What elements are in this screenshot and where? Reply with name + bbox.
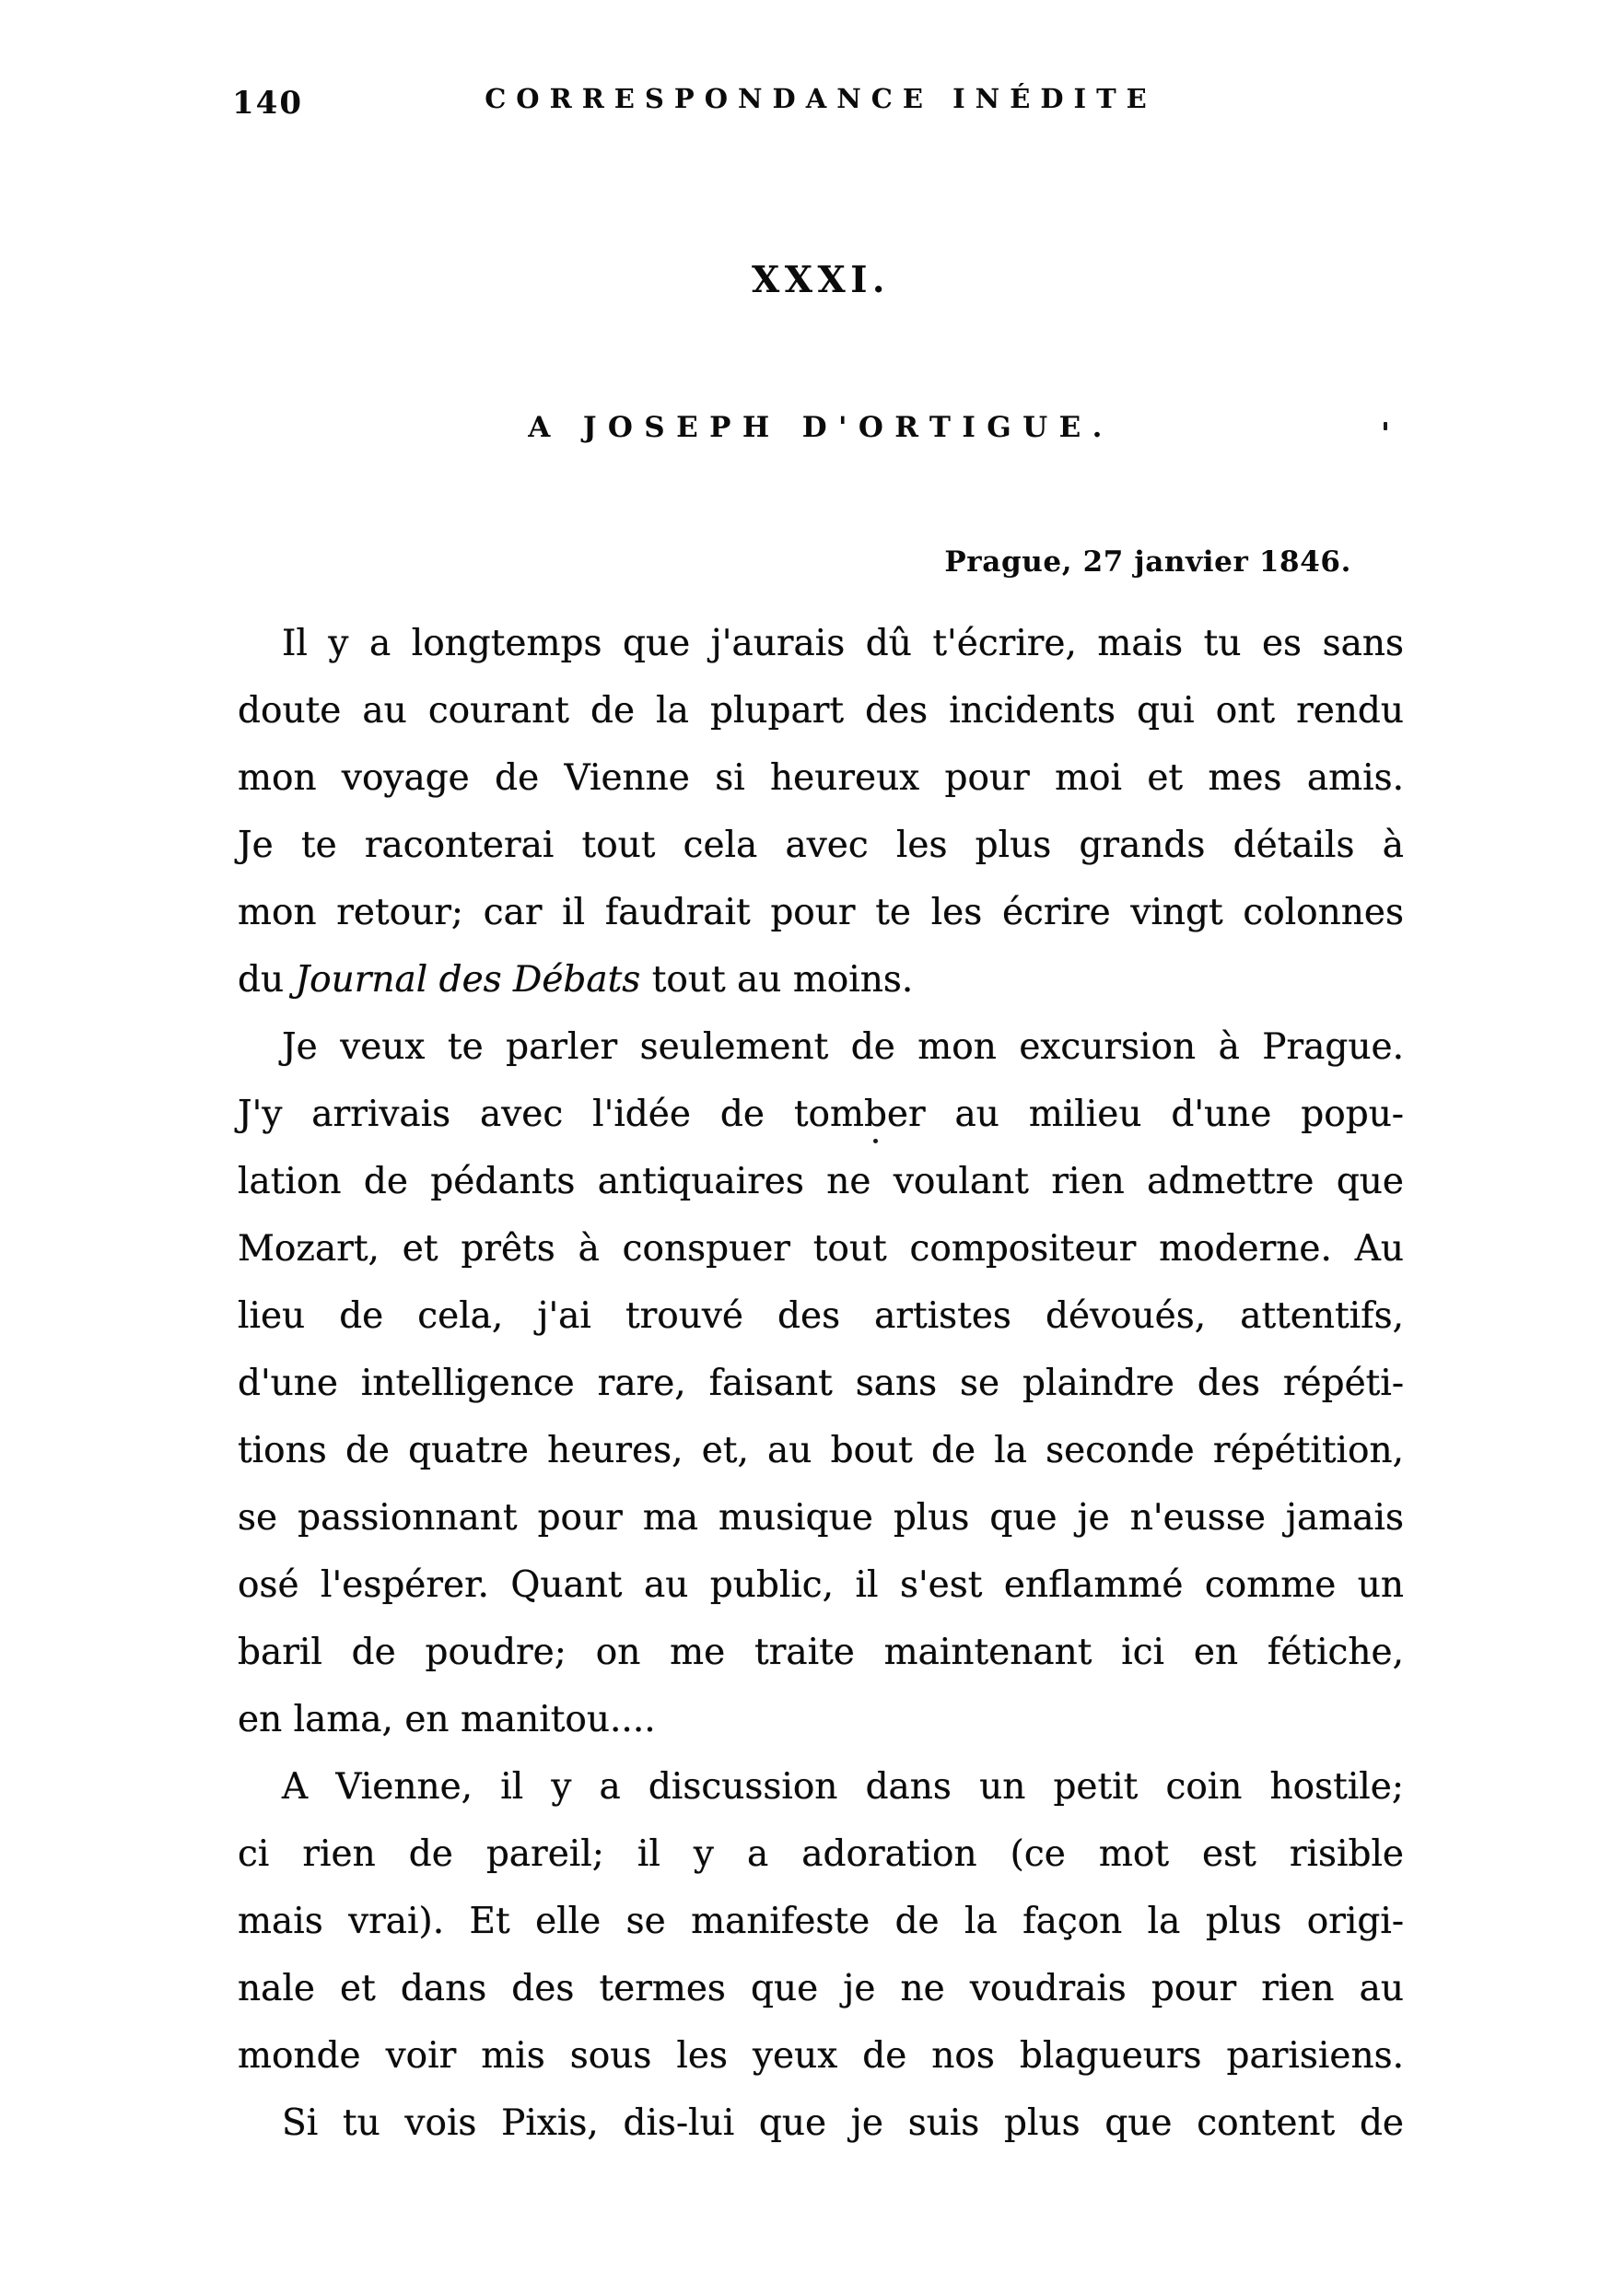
text-line: Je te raconterai tout cela avec les plus grands détails à	[238, 825, 1404, 866]
text-line: doute au courant de la plupart des incidents qui ont rendu	[238, 690, 1404, 732]
text-line: tions de quatre heures, et, au bout de la seconde répétition,	[238, 1430, 1404, 1471]
text-line: ci rien de pareil; il y a adoration (ce mot est risible	[238, 1833, 1404, 1875]
text-line: Mozart, et prêts à conspuer tout compositeur moderne. Au	[238, 1228, 1404, 1270]
text-line: nale et dans des termes que je ne voudrais pour rien au	[238, 1968, 1404, 2009]
text-line: J'y arrivais avec l'idée de tomber au milieu d'une popu-	[238, 1094, 1404, 1135]
text-line: mon voyage de Vienne si heureux pour moi et mes amis.	[238, 757, 1404, 799]
dateline: Prague, 27 janvier 1846.	[944, 545, 1351, 579]
salutation: A JOSEPH D'ORTIGUE.	[528, 411, 1114, 444]
text-line: en lama, en manitou....	[238, 1699, 656, 1740]
text-line: se passionnant pour ma musique plus que je n'eusse jamais	[238, 1497, 1404, 1539]
text-line: Si tu vois Pixis, dis-lui que je suis plus que content de	[282, 2102, 1404, 2144]
text-line: monde voir mis sous les yeux de nos blagueurs parisiens.	[238, 2035, 1404, 2077]
scan-speck	[1384, 422, 1387, 430]
letter-body	[238, 610, 1404, 2157]
text-segment: tout au moins.	[640, 959, 914, 1001]
text-line: osé l'espérer. Quant au public, il s'est enflammé comme un	[238, 1564, 1404, 1606]
text-line: mon retour; car il faudrait pour te les écrire vingt colonnes	[238, 892, 1404, 933]
scan-speck	[873, 1139, 878, 1143]
italic-text-segment: Journal des Débats	[295, 959, 641, 1001]
text-line: Je veux te parler seulement de mon excursion à Prague.	[282, 1026, 1404, 1068]
page-number: 140	[232, 85, 303, 122]
text-line: A Vienne, il y a discussion dans un petit coin hostile;	[282, 1766, 1404, 1808]
text-line: baril de poudre; on me traite maintenant ici en fétiche,	[238, 1632, 1404, 1673]
text-line	[238, 946, 1404, 1013]
chapter-number: XXXI.	[752, 259, 890, 301]
text-line: d'une intelligence rare, faisant sans se plaindre des répéti-	[238, 1363, 1404, 1404]
text-line: mais vrai). Et elle se manifeste de la façon la plus origi-	[238, 1901, 1404, 1942]
text-line: lieu de cela, j'ai trouvé des artistes dévoués, attentifs,	[238, 1295, 1404, 1337]
text-segment: du	[238, 959, 296, 1001]
text-line: Il y a longtemps que j'aurais dû t'écrire, mais tu es sans	[282, 623, 1404, 664]
text-line: lation de pédants antiquaires ne voulant rien admettre que	[238, 1161, 1404, 1202]
running-header: CORRESPONDANCE INÉDITE	[485, 83, 1157, 114]
